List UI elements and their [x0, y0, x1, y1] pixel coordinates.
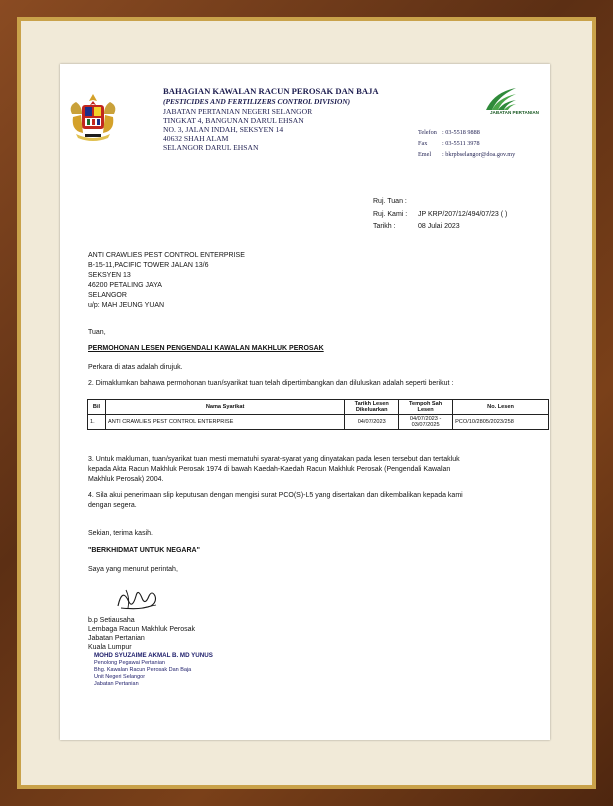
closing-line: Sekian, terima kasih. [88, 530, 153, 537]
ruj-tuan-label: Ruj. Tuan : [373, 198, 407, 205]
signature-line-4: Kuala Lumpur [88, 644, 132, 651]
signature-line-2: Lembaga Racun Makhluk Perosak [88, 626, 196, 633]
paragraph-3-line-2: kepada Akta Racun Makhluk Perosak 1974 di bawah Kaedah-Kaedah Racun Makhluk Perosak (Pengendali Kawalan [88, 466, 451, 473]
subject-line: PERMOHONAN LESEN PENGENDALI KAWALAN MAKHLUK PEROSAK [88, 345, 324, 352]
org-name: BAHAGIAN KAWALAN RACUN PEROSAK DAN BAJA [163, 86, 379, 96]
paragraph-3-line-3: Makhluk Perosak) 2004. [88, 476, 164, 483]
intro-paragraph: Perkara di atas adalah dirujuk. [88, 364, 183, 371]
ruj-kami-label: Ruj. Kami : [373, 211, 408, 218]
recipient-attention: u/p: MAH JEUNG YUAN [88, 302, 165, 309]
tarikh-value: 08 Julai 2023 [418, 223, 460, 230]
order-line: Saya yang menurut perintah, [88, 566, 178, 573]
license-letter [60, 64, 550, 740]
stamp-name: MOHD SYUZAIME AKMAL B. MD YUNUS [94, 652, 213, 659]
recipient-address-4: SELANGOR [88, 292, 127, 299]
signature-line-3: Jabatan Pertanian [88, 635, 145, 642]
col-bil: Bil [88, 400, 106, 415]
address-line-5: SELANGOR DARUL EHSAN [163, 143, 259, 152]
recipient-address-1: B-15-11,PACIFIC TOWER JALAN 13/6 [88, 262, 209, 269]
col-tempoh-sah: Tempoh Sah Lesen [399, 400, 453, 415]
col-no-lesen: No. Lesen [453, 400, 549, 415]
salutation: Tuan, [88, 329, 106, 336]
tarikh-label: Tarikh : [373, 223, 396, 230]
signature-line-1: b.p Setiausaha [88, 617, 135, 624]
table-header-row [88, 400, 549, 415]
dept-logo-text: JABATAN PERTANIAN [490, 110, 539, 115]
contact-value-fax: : 03-5511 3978 [442, 140, 480, 147]
stamp-line-4: Jabatan Pertanian [94, 681, 139, 687]
contact-label-telefon: Telefon [418, 129, 437, 136]
motto: "BERKHIDMAT UNTUK NEGARA" [88, 547, 200, 554]
recipient-address-3: 46200 PETALING JAYA [88, 282, 162, 289]
contact-value-emel: : bkrpbselangor@doa.gov.my [442, 151, 516, 158]
col-tarikh-lesen: Tarikh Lesen Dikeluarkan [345, 400, 399, 415]
cell-tempoh-sah: 04/07/2023 - 03/07/2025 [399, 415, 453, 430]
cell-nama-syarikat: ANTI CRAWLIES PEST CONTROL ENTERPRISE [105, 415, 344, 430]
paragraph-4-line-1: 4. Sila akui penerimaan slip keputusan dengan mengisi surat PCO(S)-L5 yang disertakan dan dikembalikan kepada kami [88, 492, 463, 499]
col-nama-syarikat: Nama Syarikat [105, 400, 344, 415]
cell-tarikh-lesen: 04/07/2023 [345, 415, 399, 430]
address-line-3: NO. 3, JALAN INDAH, SEKSYEN 14 [163, 125, 284, 134]
paragraph-4-line-2: dengan segera. [88, 502, 137, 509]
cell-bil: 1. [88, 415, 106, 430]
address-line-2: TINGKAT 4, BANGUNAN DARUL EHSAN [163, 116, 304, 125]
recipient-address-2: SEKSYEN 13 [88, 272, 131, 279]
ruj-kami-value: JP KRP/207/12/494/07/23 ( ) [418, 211, 508, 218]
address-line-4: 40632 SHAH ALAM [163, 134, 229, 143]
license-table [87, 399, 549, 430]
paragraph-3-line-1: 3. Untuk makluman, tuan/syarikat tuan mesti mematuhi syarat-syarat yang dinyatakan pada lesen tersebut dan tertakluk [88, 456, 460, 463]
contact-value-telefon: : 03-5518 9888 [442, 129, 480, 136]
handwritten-signature [112, 582, 164, 616]
coat-of-arms-logo [66, 92, 120, 142]
cell-no-lesen: PCO/10/2805/2023/258 [453, 415, 549, 430]
stamp-line-1: Penolong Pegawai Pertanian [94, 660, 165, 666]
contact-label-emel: Emel [418, 151, 432, 158]
recipient-company: ANTI CRAWLIES PEST CONTROL ENTERPRISE [88, 252, 245, 259]
table-row [88, 415, 549, 430]
paragraph-2: 2. Dimaklumkan bahawa permohonan tuan/syarikat tuan telah dipertimbangkan dan diluluskan adalah seperti berikut : [88, 380, 454, 387]
org-name-english: (PESTICIDES AND FERTILIZERS CONTROL DIVISION) [163, 97, 351, 106]
stamp-line-3: Unit Negeri Selangor [94, 674, 146, 680]
address-line-1: JABATAN PERTANIAN NEGERI SELANGOR [163, 107, 313, 116]
contact-label-fax: Fax [418, 140, 428, 147]
stamp-line-2: Bhg. Kawalan Racun Perosak Dan Baja [94, 667, 192, 673]
